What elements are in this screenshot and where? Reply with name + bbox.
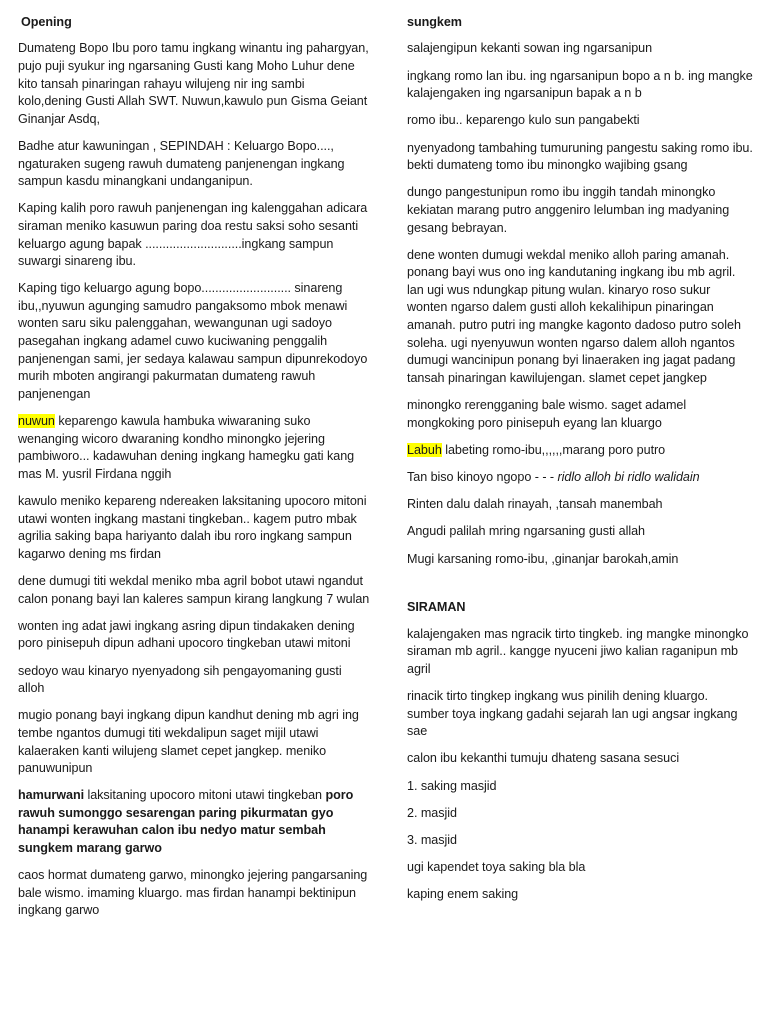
bold-text: hamurwani (18, 788, 85, 803)
section-heading-sungkem: sungkem (407, 15, 462, 29)
paragraph-adat: wonten ing adat jawi ingkang asring dipun tindakaken dening poro pinisepuh dipun adhani upocoro tingkeban utawi mitoni (18, 618, 355, 651)
paragraph-pregnancy: dene dumugi titi wekdal meniko mba agril bobot utawi ngandut calon ponang bayi lan kaleres sampun kirang langkung 7 wulan (18, 573, 370, 606)
bold-text: poro rawuh sumonggo sesarengan paring pikurmatan gyo hanampi kerawuhan calon ibu nedyo matur sembah sungkem marang garwo (18, 788, 354, 856)
paragraph-welcome: Dumateng Bopo Ibu poro tamu ingkang winantu ing pahargyan, pujo puji syukur ing ngarsaning Gusti kang Moho Luhur dene kito tansah pinaringan rahayu wilujeng nir ing sambi kolo,dening Gusti Allah SWT. Nuwun,kawulo pun Gisma Geiant Ginanjar Asdq, (18, 41, 369, 126)
paragraph-text: dene wonten dumugi wekdal meniko alloh paring amanah. ponang bayi wus ono ing kandutaning ingkang ibu mb agril. lan ugi wus ndungkap pitung wulan. kinaryo roso sukur wonten ngarso dalem gusti alloh kekalihipun pinaringan amanah. putro putri ing mangke kagonto dadoso putro soleh soleha. ugi nyenyuwun wonten ngarso dalem alloh ngantos dumugi wancinipun ponang byi linaeraken ing jagat padang tansah pinaringan kawilujengan. slamet cepet jangkep (407, 247, 741, 385)
paragraph-text: labeting romo-ibu,,,,,,marang poro putro (441, 442, 666, 457)
paragraph-text: Angudi palilah mring ngarsaning gusti allah (407, 524, 645, 539)
paragraph-labuh (407, 442, 753, 460)
list-item: 1. saking masjid (407, 778, 497, 793)
paragraph-text: ugi kapendet toya saking bla bla (407, 860, 586, 875)
paragraph-second: Kaping kalih poro rawuh panjenengan ing kalenggahan adicara siraman meniko kasuwun paring doa restu saksi soho sesanti keluargo agung bapak ............................ingkang sampun suwargi sinareng ibu. (18, 201, 368, 269)
paragraph-text: salajengipun kekanti sowan ing ngarsanipun (407, 41, 653, 56)
paragraph-nuwun (18, 413, 370, 483)
paragraph-text: rinacik tirto tingkep ingkang wus pinilih dening kluargo. sumber toya ingkang gadahi sejarah lan ugi angsar ingkang sae (407, 688, 738, 739)
paragraph-text: minongko rerengganing bale wismo. saget adamel mongkoking poro pinisepuh eyang lan kluargo (407, 398, 687, 430)
section-heading-opening: Opening (21, 15, 72, 29)
paragraph-text: laksitaning upocoro mitoni utawi tingkeban (84, 788, 326, 803)
paragraph-caos-hormat: caos hormat dumateng garwo, minongko jejering pangarsaning bale wismo. imaming kluargo. mas firdan hanampi bektinipun ingkang garwo (18, 868, 368, 918)
paragraph-text: keparengo kawula hambuka wiwaraning suko wenanging wicoro dwaraning kondho minongko jejering pambiworo... kadawuhan dening ingkang hamegku gati kang mas M. yusril Firdana nggih (18, 414, 355, 481)
list-item: 2. masjid (407, 805, 457, 820)
paragraph-sedoyo: sedoyo wau kinaryo nyenyadong sih pengayomaning gusti alloh (18, 663, 342, 696)
paragraph-text: kaping enem saking (407, 887, 519, 902)
paragraph-first: Badhe atur kawuningan , SEPINDAH : Keluargo Bopo...., ngaturaken sugeng rawuh dumateng panjenengan ingkang sampun kasdu minangkani undanganipun. (18, 138, 345, 189)
paragraph-text: Tan biso kinoyo ngopo - - - (407, 470, 558, 485)
section-heading-siraman: SIRAMAN (407, 600, 466, 615)
paragraph-text: romo ibu.. keparengo kulo sun pangabekti (407, 113, 640, 128)
paragraph-text: Mugi karsaning romo-ibu, ,ginanjar barokah,amin (407, 551, 679, 566)
paragraph-third: Kaping tigo keluargo agung bopo.......................... sinareng ibu,,nyuwun agunging samudro pangaksomo mbok menawi wonten saru siku palenggahan, wewangunan ugi sadoyo pasegahan ingkang adamel cuwo kuciwaning penggalih panjenengan sami, jer sedaya kalawau sampun dipunrekodoyo murih mboten angirangi pakurmatan dumateng rawuh panjenengan (18, 281, 368, 401)
paragraph-text: nyenyadong tambahing tumuruning pangestu saking romo ibu. bekti dumateng tomo ibu minongko wajibing gsang (407, 140, 753, 173)
paragraph-text: kalajengaken mas ngracik tirto tingkeb. ing mangke minongko siraman mb agril.. kangge nyuceni jiwo kalian raganipun mb agril (407, 626, 749, 676)
paragraph-text: ingkang romo lan ibu. ing ngarsanipun bopo a n b. ing mangke kalajengaken ing ngarsanipun bapak a n b (407, 68, 753, 101)
paragraph-mitoni: kawulo meniko kepareng ndereaken laksitaning upocoro mitoni utawi wonten ingkang mastani tingkeban.. kagem putro mbak agrilia saking bapa hariyanto dalah ibu roro ingkang sampun kagarwo dening ms firdan (18, 494, 367, 561)
paragraph-tan-biso (407, 469, 753, 487)
italic-text: ridlo alloh bi ridlo walidain (557, 470, 700, 485)
paragraph-text: dungo pangestunipun romo ibu inggih tandah minongko kekiatan marang putro anggeniro lelumban ing madyaning gesang bebrayan. (407, 185, 730, 235)
highlighted-word: nuwun (18, 414, 55, 429)
paragraph-mugio: mugio ponang bayi ingkang dipun kandhut dening mb agri ing tembe ngantos dumugi titi wekdalipun saget mijil utawi kalaeraken kanti wilujeng slamet cepet jangkep. meniko panuwunipun (18, 708, 359, 776)
paragraph-hamurwani (18, 787, 370, 857)
list-item: 3. masjid (407, 832, 457, 847)
left-column (18, 14, 370, 930)
highlighted-word: Labuh (407, 442, 442, 457)
paragraph-text: calon ibu kekanthi tumuju dhateng sasana sesuci (407, 751, 680, 766)
right-column (407, 14, 753, 913)
paragraph-text: Rinten dalu dalah rinayah, ,tansah manembah (407, 497, 663, 512)
